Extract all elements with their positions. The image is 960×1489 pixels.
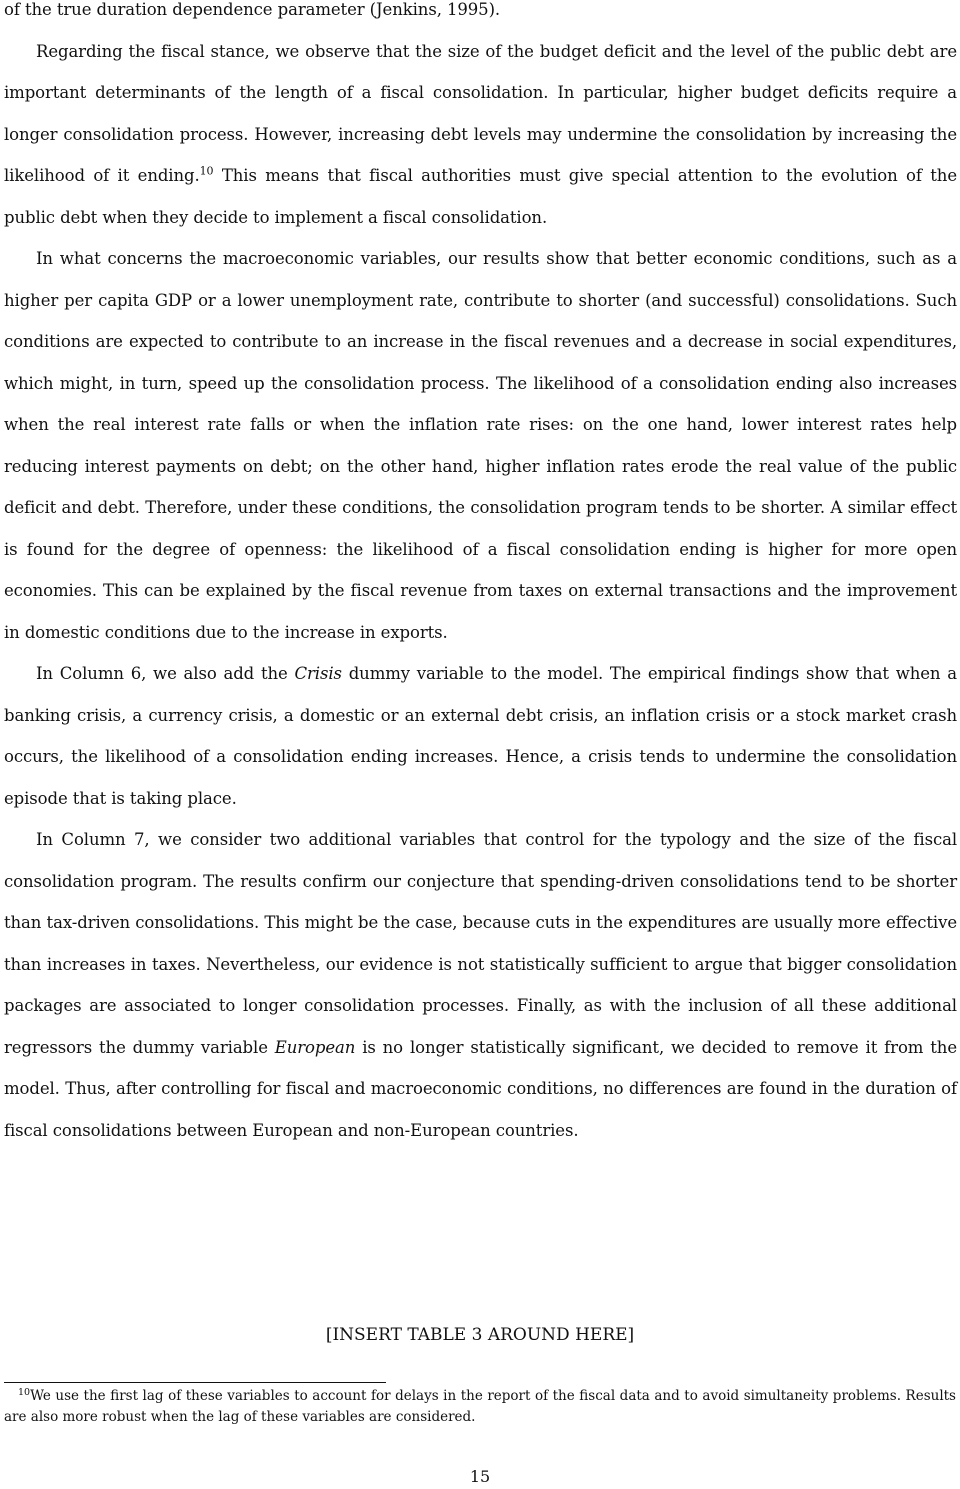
paragraph-text: Regarding the fiscal stance, we observe that the size of the budget deficit and the level of the public debt are important determinants of the length of a fiscal consolidation. In particular, higher budget deficits require a longer consolidation process. However, increasing debt levels may undermine the consolidation by increasing the likelihood of it ending. <box>4 41 957 185</box>
footnote-divider <box>4 1382 386 1383</box>
paragraph-text: of the true duration dependence parameter (Jenkins, 1995). <box>4 0 501 19</box>
footnote-text: We use the first lag of these variables to account for delays in the report of the fiscal data and to avoid simultaneity problems. Results are also more robust when the lag of these variables are considered. <box>4 1388 956 1425</box>
paragraph-continuation <box>4 0 957 31</box>
footnote <box>4 1386 956 1428</box>
footnote-reference[interactable]: 10 <box>199 164 214 178</box>
paragraph-column-6 <box>4 653 957 819</box>
paragraph-column-7 <box>4 819 957 1151</box>
paragraph-text: is no longer statistically significant, we decided to remove it from the model. Thus, after controlling for fiscal and macroeconomic conditions, no differences are found in the duration of fiscal consolidations between European and non-European countries. <box>4 1037 957 1140</box>
paragraph-text: This means that fiscal authorities must give special attention to the evolution of the public debt when they decide to implement a fiscal consolidation. <box>4 166 957 227</box>
footnote-mark: 10 <box>18 1386 31 1398</box>
paragraph-text: In Column 6, we also add the <box>36 664 295 683</box>
paragraph-text: dummy variable to the model. The empirical findings show that when a banking crisis, a currency crisis, a domestic or an external debt crisis, an inflation crisis or a stock market crash occurs, the likelihood of a consolidation ending increases. Hence, a crisis tends to undermine the consolidation episode that is taking place. <box>4 664 958 808</box>
italic-term: Crisis <box>294 664 342 683</box>
italic-term: European <box>274 1037 356 1057</box>
page-number: 15 <box>469 1467 491 1486</box>
body-text <box>4 0 957 1151</box>
table-placement-note: [INSERT TABLE 3 AROUND HERE] <box>325 1325 635 1345</box>
paragraph-fiscal-stance <box>4 31 957 239</box>
paragraph-macroeconomic <box>4 238 957 653</box>
paragraph-text: In what concerns the macroeconomic variables, our results show that better economic conditions, such as a higher per capita GDP or a lower unemployment rate, contribute to shorter (and successful) consolidations. Such conditions are expected to contribute to an increase in the fiscal revenues and a decrease in social expenditures, which might, in turn, speed up the consolidation process. The likelihood of a consolidation ending also increases when the real interest rate falls or when the inflation rate rises: on the one hand, lower interest rates help reducing interest payments on debt; on the other hand, higher inflation rates erode the real value of the public deficit and debt. Therefore, under these conditions, the consolidation program tends to be shorter. A similar effect is found for the degree of openness: the likelihood of a fiscal consolidation ending is higher for more open economies. This can be explained by the fiscal revenue from taxes on external transactions and the improvement in domestic conditions due to the increase in exports. <box>4 249 957 642</box>
paragraph-text: In Column 7, we consider two additional variables that control for the typology and the size of the fiscal consolidation program. The results confirm our conjecture that spending-driven consolidations tend to be shorter than tax-driven consolidations. This might be the case, because cuts in the expenditures are usually more effective than increases in taxes. Nevertheless, our evidence is not statistically sufficient to argue that bigger consolidation packages are associated to longer consolidation processes. Finally, as with the inclusion of all these additional regressors the dummy variable <box>4 830 957 1057</box>
